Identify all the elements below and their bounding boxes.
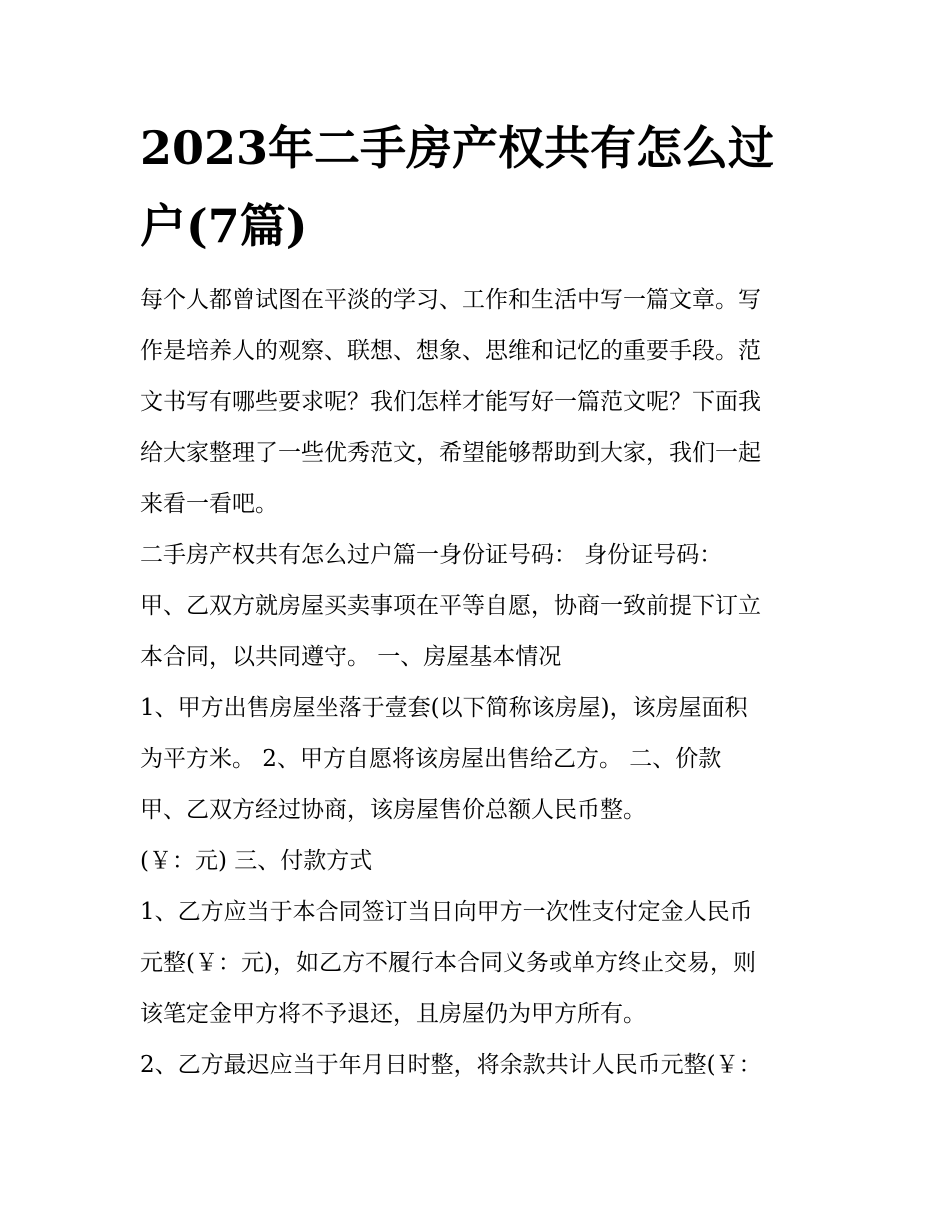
body-line: 为平方米。 2、甲方自愿将该房屋出售给乙方。 二、价款 xyxy=(140,746,722,772)
body-line: 文书写有哪些要求呢？我们怎样才能写好一篇范文呢？下面我 xyxy=(140,389,761,415)
body-line: 甲、乙双方经过协商，该房屋售价总额人民币整。 xyxy=(140,797,646,823)
body-line: 给大家整理了一些优秀范文，希望能够帮助到大家，我们一起 xyxy=(140,440,761,466)
body-line: 每个人都曾试图在平淡的学习、工作和生活中写一篇文章。写 xyxy=(140,287,761,313)
body-line: 元整(￥：元)，如乙方不履行本合同义务或单方终止交易，则 xyxy=(140,950,756,976)
body-line: 1、乙方应当于本合同签订当日向甲方一次性支付定金人民币 xyxy=(140,899,753,925)
body-line: 本合同，以共同遵守。 一、房屋基本情况 xyxy=(140,644,562,670)
body-line: (￥：元) 三、付款方式 xyxy=(140,848,373,874)
body-line: 来看一看吧。 xyxy=(140,491,278,517)
body-line: 甲、乙双方就房屋买卖事项在平等自愿，协商一致前提下订立 xyxy=(140,593,761,619)
document-title: 2023年二手房产权共有怎么过户(7篇) xyxy=(140,121,775,253)
body-line: 作是培养人的观察、联想、想象、思维和记忆的重要手段。范 xyxy=(140,338,761,364)
body-line: 二手房产权共有怎么过户篇一身份证号码： 身份证号码： xyxy=(140,542,723,568)
body-line: 该笔定金甲方将不予退还，且房屋仍为甲方所有。 xyxy=(140,1001,646,1027)
body-line: 2、乙方最迟应当于年月日时整，将余款共计人民币元整(￥： xyxy=(140,1052,762,1078)
body-line: 1、甲方出售房屋坐落于壹套(以下简称该房屋)，该房屋面积 xyxy=(140,695,748,721)
